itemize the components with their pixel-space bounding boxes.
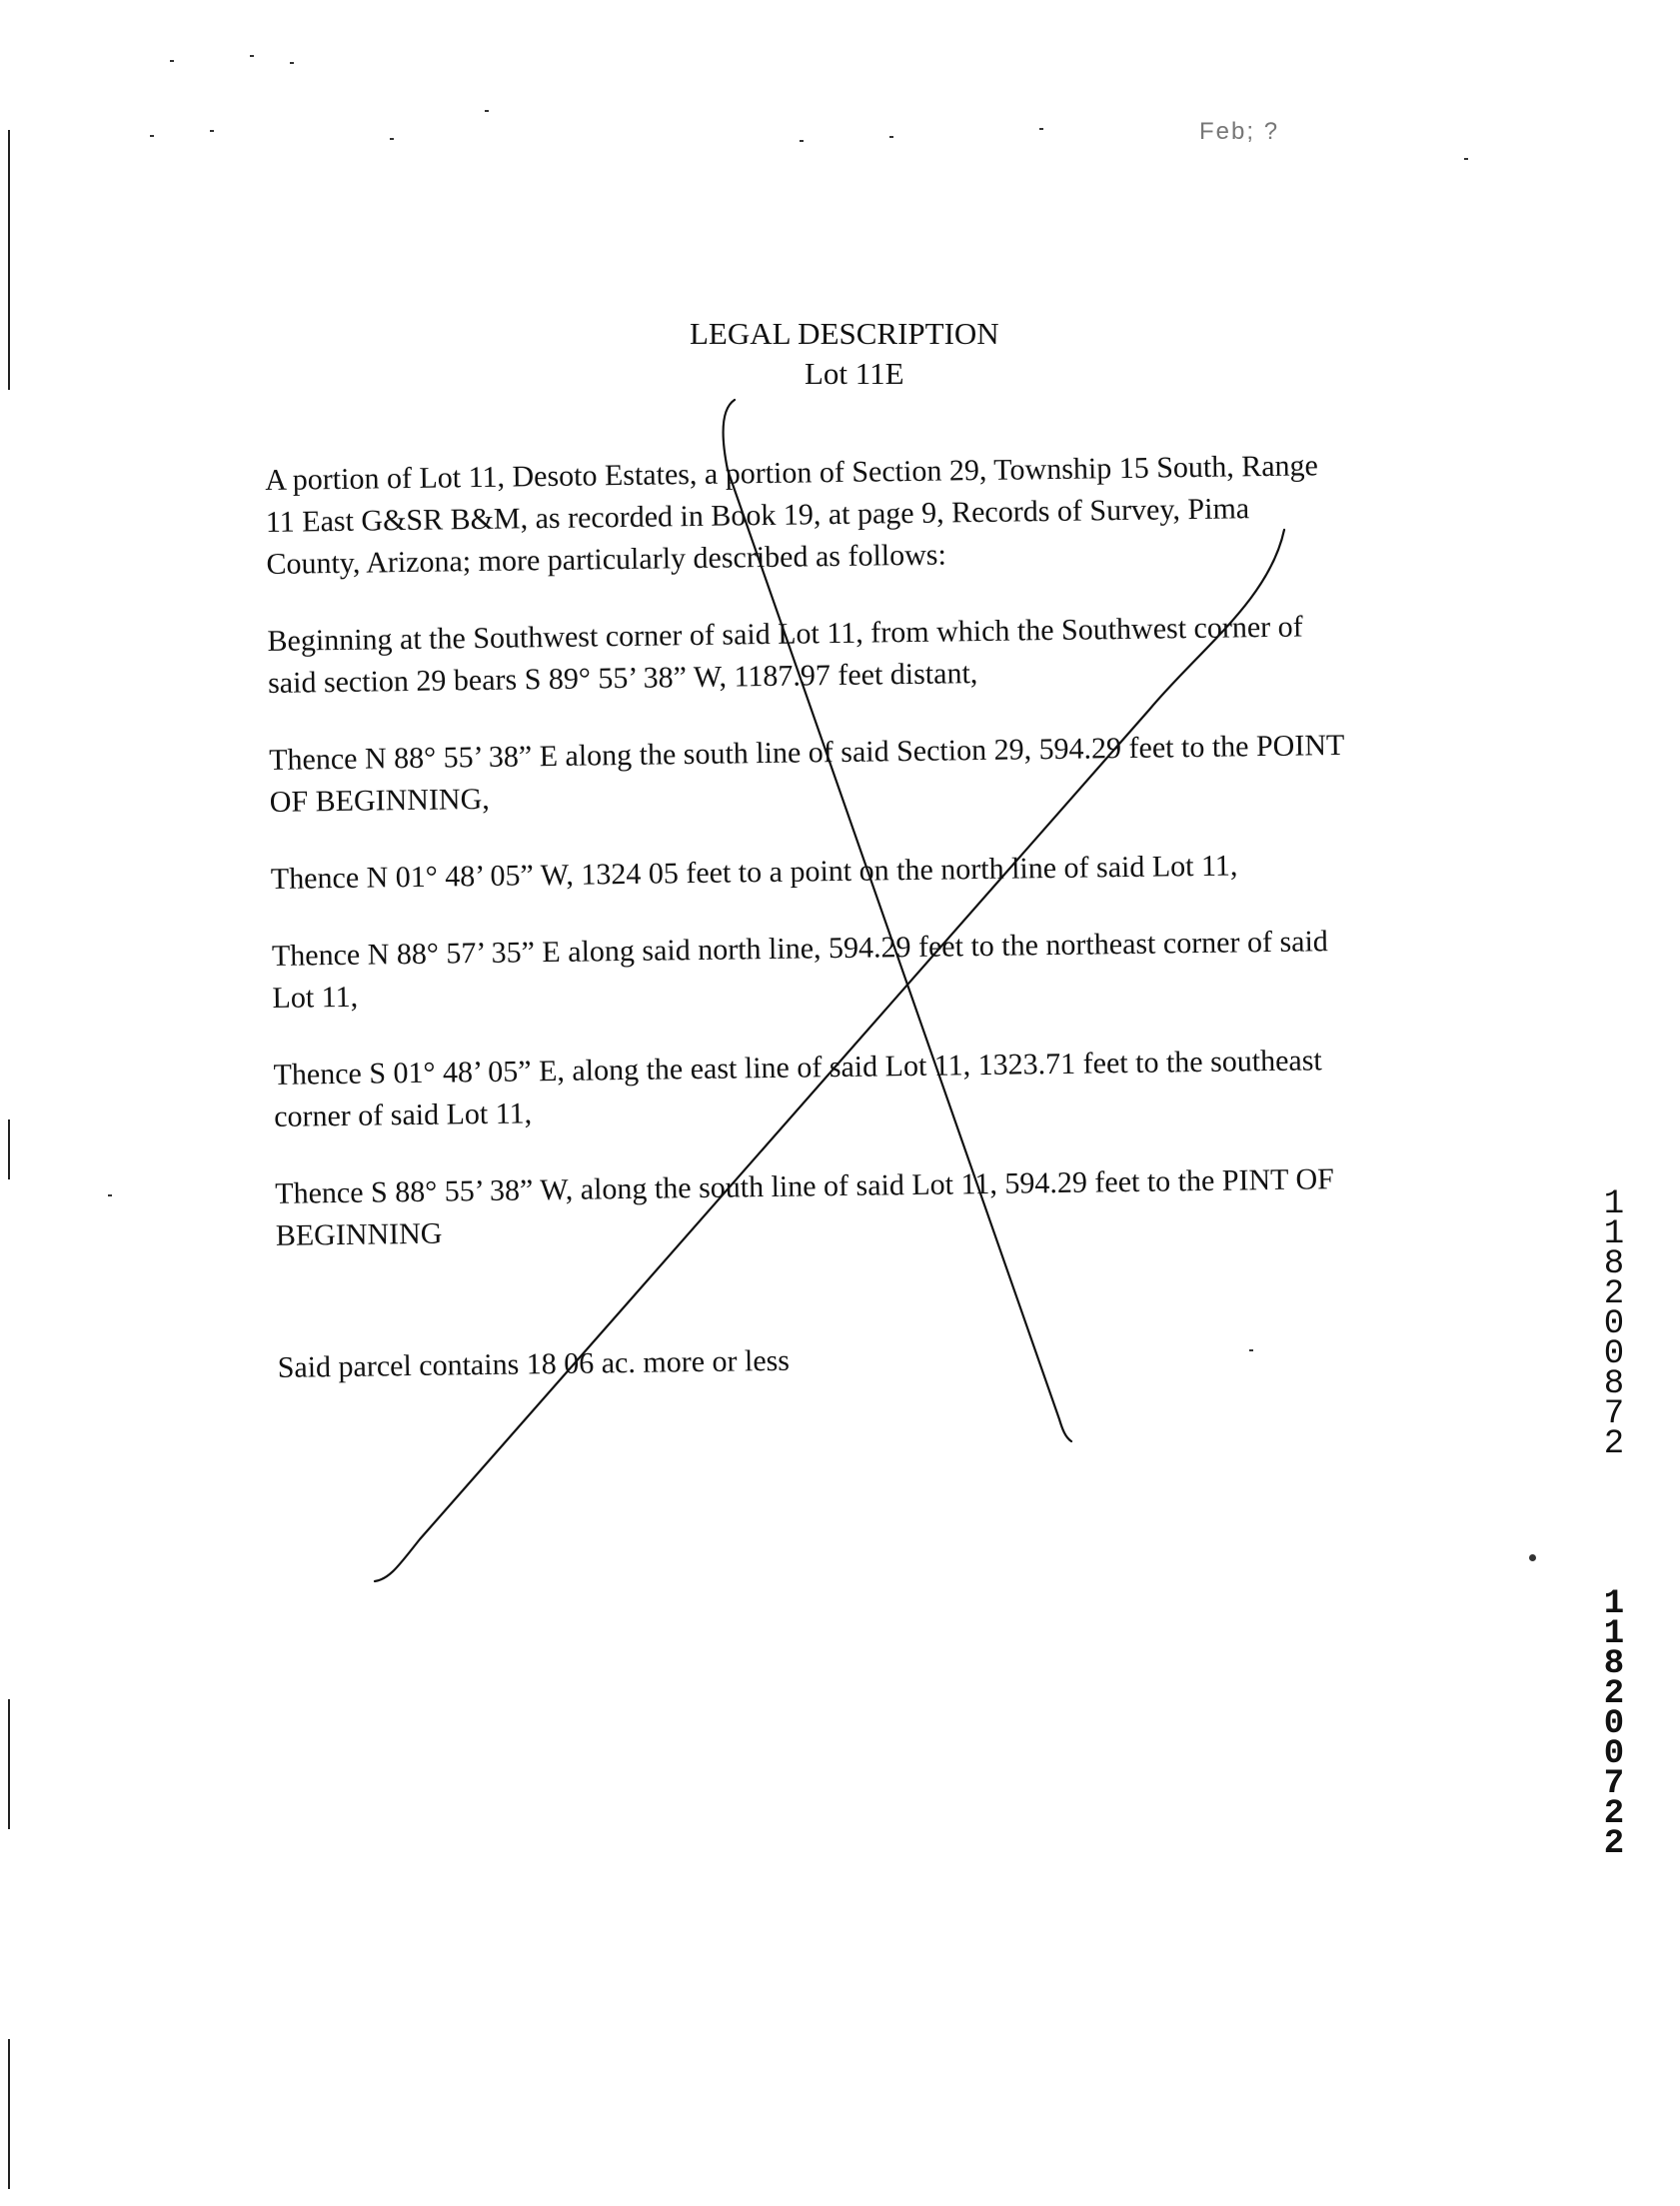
paragraph: Thence N 01° 48’ 05” W, 1324 05 feet to a point on the north line of said Lot 11, [270,849,1238,896]
paragraph: A portion of Lot 11, Desoto Estates, a portion of Section 29, Township 15 South, Range 11 East G&SR B&M, as recorded in Book 19, at page 9, Records of Survey, Pima County, Arizona; more particularly described as follows: [265,449,1319,581]
paragraph: Thence S 88° 55’ 38” W, along the south line of said Lot 11, 594.29 feet to the PINT OF BEGINNING [275,1162,1335,1252]
paragraph: Thence N 88° 57’ 35” E along said north line, 594.29 feet to the northeast corner of said Lot 11, [271,925,1329,1015]
scan-speck [485,110,489,112]
header-fragment: Feb; ? [1199,118,1280,145]
legal-description-body [265,443,1477,1424]
document-title: LEGAL DESCRIPTION [690,316,999,351]
scan-speck [1464,158,1468,160]
scan-speck [800,140,804,142]
scan-edge-line [8,1699,10,1829]
margin-recording-stamp: 11820 0722 [1603,1585,1625,1863]
scan-speck [170,60,174,62]
margin-recording-stamp: 11820 0872 [1603,1185,1625,1463]
scan-edge-line [8,1119,10,1179]
paragraph: Beginning at the Southwest corner of said Lot 11, from which the Southwest corner of said section 29 bears S 89° 55’ 38” W, 1187.97 feet distant, [267,610,1303,700]
scan-speck [108,1194,112,1196]
scan-speck [889,136,893,138]
scan-edge-line [8,2039,10,2189]
scan-speck [390,138,394,140]
scan-edge-line [8,130,10,390]
scan-speck [1529,1554,1536,1561]
scan-speck [250,55,254,57]
scan-speck [150,135,154,137]
paragraph: Thence N 88° 55’ 38” E along the south line of said Section 29, 594.29 feet to the POINT OF BEGINNING, [268,728,1345,819]
document-subtitle: Lot 11E [805,356,904,391]
closing-statement: Said parcel contains 18 06 ac. more or less [277,1343,791,1384]
scan-speck [1039,128,1043,130]
scan-speck [210,130,214,132]
paragraph: Thence S 01° 48’ 05” E, along the east line of said Lot 11, 1323.71 feet to the southeast corner of said Lot 11, [273,1044,1322,1133]
scan-speck [290,62,294,64]
